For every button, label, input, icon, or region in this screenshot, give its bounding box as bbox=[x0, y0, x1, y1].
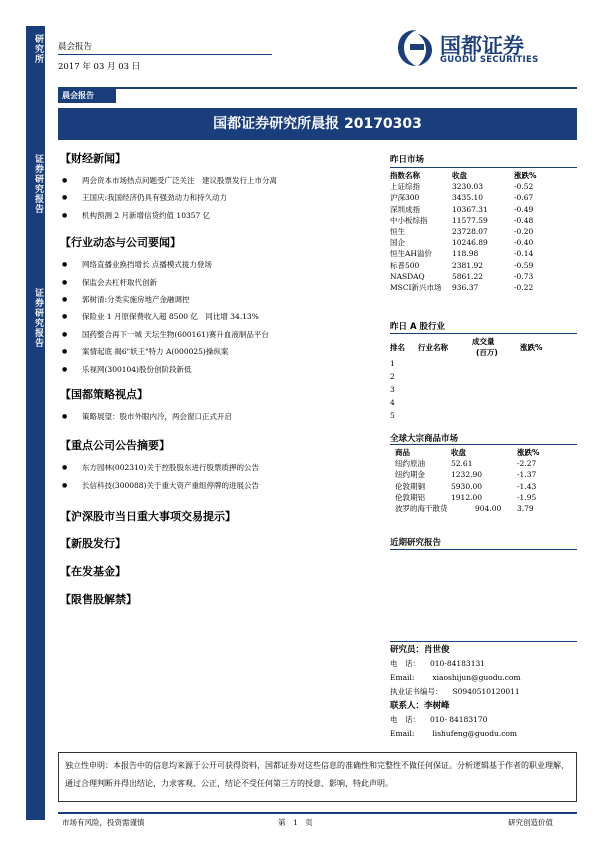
table-row bbox=[395, 481, 577, 492]
logo-en: GUODU SECURITIES bbox=[440, 55, 539, 65]
disclaimer-text: 独立性申明：本报告中的信息均来源于公开可获得资料，国都证券对这些信息的准确性和完整性不做任何保证。分析逻辑基于作者的职业理解，通过合理判断并得出结论，力求客观、公正，结论不受任何第三方的授意、影响，特此声明。 bbox=[65, 761, 569, 788]
section-trading-tips: 【沪深股市当日重大事项交易提示】 bbox=[60, 510, 236, 524]
table-row bbox=[390, 192, 577, 203]
table-row bbox=[390, 181, 577, 192]
list-item: 4 bbox=[390, 398, 395, 407]
industry-title: 昨日 A 股行业 bbox=[390, 322, 445, 332]
cell: 3435.10 bbox=[452, 193, 484, 203]
cell: 国企 bbox=[390, 238, 405, 248]
cell: 沪深300 bbox=[390, 193, 420, 203]
meta-divider bbox=[58, 54, 272, 55]
cell: -0.40 bbox=[514, 238, 534, 248]
table-row bbox=[390, 260, 577, 271]
cell: -2.27 bbox=[517, 459, 537, 469]
left-column bbox=[58, 150, 376, 613]
list-item: ● 东方园林(002310)关于控股股东进行股票质押的公告 bbox=[62, 459, 376, 476]
table-row bbox=[395, 503, 577, 514]
cell: -0.48 bbox=[514, 215, 534, 225]
list-item: ● 机构预测 2 月新增信贷约值 10357 亿 bbox=[62, 207, 376, 224]
footer-left: 市场有风险，投资需谨慎 bbox=[62, 818, 145, 827]
list-item: 5 bbox=[390, 411, 395, 420]
column-header: 涨跌% bbox=[514, 171, 537, 180]
page-number: 第 1 页 bbox=[278, 818, 313, 827]
column-header: 商品 bbox=[395, 448, 410, 457]
liaison-name: 联系人：李树峰 bbox=[390, 701, 450, 711]
banner-title-bar bbox=[58, 108, 577, 140]
cell: 恒生AH溢价 bbox=[390, 249, 432, 259]
banner-tag-text: 晨会报告 bbox=[62, 91, 94, 100]
cell: -0.52 bbox=[514, 182, 534, 192]
table-row bbox=[390, 237, 577, 248]
table-row bbox=[390, 204, 577, 215]
section-heading: 【财经新闻】 bbox=[60, 152, 126, 165]
cell: 936.37 bbox=[452, 283, 479, 293]
cell: -0.14 bbox=[514, 249, 534, 259]
list-item: ● 郭树清:分类实施房地产金融调控 bbox=[62, 291, 376, 308]
table-header-row bbox=[395, 447, 577, 458]
section-industry-news bbox=[58, 234, 376, 378]
table-row bbox=[390, 271, 577, 282]
phone-label: 电 话： bbox=[390, 715, 420, 724]
table-row bbox=[395, 469, 577, 480]
cell: 恒生 bbox=[390, 227, 405, 237]
list-item: 2 bbox=[390, 372, 395, 381]
section-heading: 【重点公司公告摘要】 bbox=[60, 439, 170, 453]
report-date: 2017 年 03 月 03 日 bbox=[58, 62, 141, 72]
disclaimer-box bbox=[58, 752, 577, 802]
cert-label: 执业证书编号： bbox=[390, 687, 443, 696]
list-item: ● 保险业 1 月原保费收入超 8500 亿 同比增 34.13% bbox=[62, 308, 376, 325]
table-row bbox=[390, 282, 577, 293]
cell: 2381.92 bbox=[452, 260, 484, 270]
email-label: Email: bbox=[390, 673, 415, 682]
cell: 标普500 bbox=[390, 260, 420, 270]
column-header: 收盘 bbox=[452, 171, 467, 180]
cell: 波罗的海干散货 bbox=[395, 504, 448, 514]
industry-rule bbox=[390, 333, 577, 334]
sidebar-label-mid: 证券研究报告 bbox=[33, 154, 43, 214]
researcher-email bbox=[390, 671, 577, 685]
market-table bbox=[390, 170, 577, 293]
list-item: 1 bbox=[390, 359, 395, 368]
sidebar-label-low: 证券研究报告 bbox=[33, 288, 43, 348]
report-type: 晨会报告 bbox=[58, 42, 93, 52]
column-header: 涨跌% bbox=[520, 343, 543, 352]
logo-cn: 国都证券 bbox=[440, 34, 524, 58]
cell: 上证综指 bbox=[390, 182, 420, 192]
cell: 10367.31 bbox=[452, 204, 488, 214]
liaison-phone bbox=[390, 713, 577, 727]
list-item: 3 bbox=[390, 385, 395, 394]
column-header: 涨跌% bbox=[517, 448, 540, 457]
list-item: ● 王国庆:我国经济仍具有强劲动力和持久动力 bbox=[62, 189, 376, 206]
cell: NASDAQ bbox=[390, 271, 425, 281]
cell: 纽约原油 bbox=[395, 459, 425, 469]
column-header: (百万) bbox=[476, 348, 498, 357]
section-company-announcements bbox=[58, 437, 376, 494]
table-row bbox=[395, 492, 577, 503]
list-item: ● 保监会去杠杆取代创新 bbox=[62, 274, 376, 291]
cell: -0.20 bbox=[514, 227, 534, 237]
section-heading: 【国都策略视点】 bbox=[60, 387, 148, 401]
market-title: 昨日市场 bbox=[390, 155, 425, 165]
cell: 52.61 bbox=[451, 459, 473, 469]
recent-rule bbox=[390, 549, 577, 550]
guodu-logo-icon bbox=[396, 28, 436, 68]
left-sidebar bbox=[26, 26, 45, 820]
cell: 1912.00 bbox=[451, 492, 483, 502]
table-row bbox=[395, 458, 577, 469]
researcher-phone bbox=[390, 657, 577, 671]
cell: -0.73 bbox=[514, 271, 534, 281]
commodities-table bbox=[395, 447, 577, 514]
email-value[interactable]: xiaoshijun@guodu.com bbox=[432, 673, 521, 682]
table-row bbox=[390, 248, 577, 259]
section-heading: 【行业动态与公司要闻】 bbox=[60, 236, 181, 250]
footer-rule bbox=[58, 812, 577, 814]
email-label: Email: bbox=[390, 729, 415, 738]
contacts-rule bbox=[390, 641, 577, 642]
cert-value: S0940510120011 bbox=[452, 687, 520, 696]
section-lockup: 【限售股解禁】 bbox=[60, 593, 137, 607]
cell: -1.43 bbox=[517, 481, 537, 491]
table-row bbox=[390, 215, 577, 226]
liaison-email bbox=[390, 727, 577, 741]
cell: 3230.03 bbox=[452, 182, 484, 192]
commodities-rule bbox=[390, 444, 577, 445]
cell: 11577.59 bbox=[452, 215, 488, 225]
cell: 904.00 bbox=[475, 504, 502, 514]
cell: -1.95 bbox=[517, 492, 537, 502]
recent-title: 近期研究报告 bbox=[390, 538, 442, 548]
banner-top-rule bbox=[58, 87, 577, 89]
cell: -0.22 bbox=[514, 283, 534, 293]
cell: 5930.00 bbox=[451, 481, 483, 491]
industry-header-row bbox=[390, 336, 577, 358]
section-strategy bbox=[58, 386, 376, 425]
cell: -1.37 bbox=[517, 470, 537, 480]
commodities-title: 全球大宗商品市场 bbox=[390, 434, 459, 444]
column-header: 收盘 bbox=[451, 448, 466, 457]
industry-ranks bbox=[390, 357, 395, 422]
list-item: ● 网络直播业换挡增长 点播模式拢力登场 bbox=[62, 256, 376, 273]
email-value[interactable]: lishufeng@guodu.com bbox=[432, 729, 518, 738]
cell: 3.79 bbox=[517, 504, 534, 514]
cell: 伦敦期铜 bbox=[395, 481, 425, 491]
market-rule bbox=[390, 167, 577, 168]
table-header-row bbox=[390, 170, 577, 181]
column-header: 排名 bbox=[390, 343, 405, 352]
phone-value: 010- 84183170 bbox=[430, 715, 488, 724]
cell: -0.59 bbox=[514, 260, 534, 270]
page-title: 国都证券研究所晨报 20170303 bbox=[213, 116, 422, 132]
list-item: ● 两会资本市场热点问题受广泛关注 建议股票发行上市分离 bbox=[62, 172, 376, 189]
section-new-ipo: 【新股发行】 bbox=[60, 537, 126, 551]
cell: 1232.90 bbox=[451, 470, 483, 480]
column-header: 指数名称 bbox=[390, 171, 420, 180]
cell: MSCI新兴市场 bbox=[390, 283, 442, 293]
section-finance-news bbox=[58, 150, 376, 224]
list-item: ● 案情起底 揭6"妖王"特力 A(000025)操纵案 bbox=[62, 343, 376, 360]
section-funds: 【在发基金】 bbox=[60, 565, 126, 579]
table-row bbox=[390, 226, 577, 237]
list-item: ● 策略展望：股市外眼内冷，两会窗口正式开启 bbox=[62, 408, 376, 425]
cell: 中小板综指 bbox=[390, 215, 428, 225]
phone-value: 010-84183131 bbox=[430, 659, 486, 668]
cell: -0.67 bbox=[514, 193, 534, 203]
column-header: 行业名称 bbox=[418, 343, 448, 352]
list-item: ● 国药整合再下一城 天坛生物(600161)赛升血液制品平台 bbox=[62, 326, 376, 343]
researcher-name: 研究员：肖世俊 bbox=[390, 645, 450, 655]
list-item: ● 长信科技(300088)关于重大资产重组停牌的进展公告 bbox=[62, 477, 376, 494]
cell: 深圳成指 bbox=[390, 204, 420, 214]
cell: 5861.22 bbox=[452, 271, 484, 281]
phone-label: 电 话： bbox=[390, 659, 420, 668]
cell: 伦敦期铝 bbox=[395, 492, 425, 502]
cell: 118.98 bbox=[452, 249, 479, 259]
footer-right: 研究创造价值 bbox=[508, 818, 553, 827]
banner-tag bbox=[58, 89, 116, 103]
researcher-cert bbox=[390, 685, 577, 699]
cell: 10246.89 bbox=[452, 238, 488, 248]
list-item: ● 乐视网(300104)股份创阶段新低 bbox=[62, 361, 376, 378]
cell: -0.49 bbox=[514, 204, 534, 214]
cell: 23728.07 bbox=[452, 227, 488, 237]
sidebar-label-top: 研究所 bbox=[33, 34, 43, 64]
column-header: 成交量 bbox=[472, 337, 495, 346]
cell: 纽约期金 bbox=[395, 470, 425, 480]
contacts-block bbox=[390, 643, 577, 741]
